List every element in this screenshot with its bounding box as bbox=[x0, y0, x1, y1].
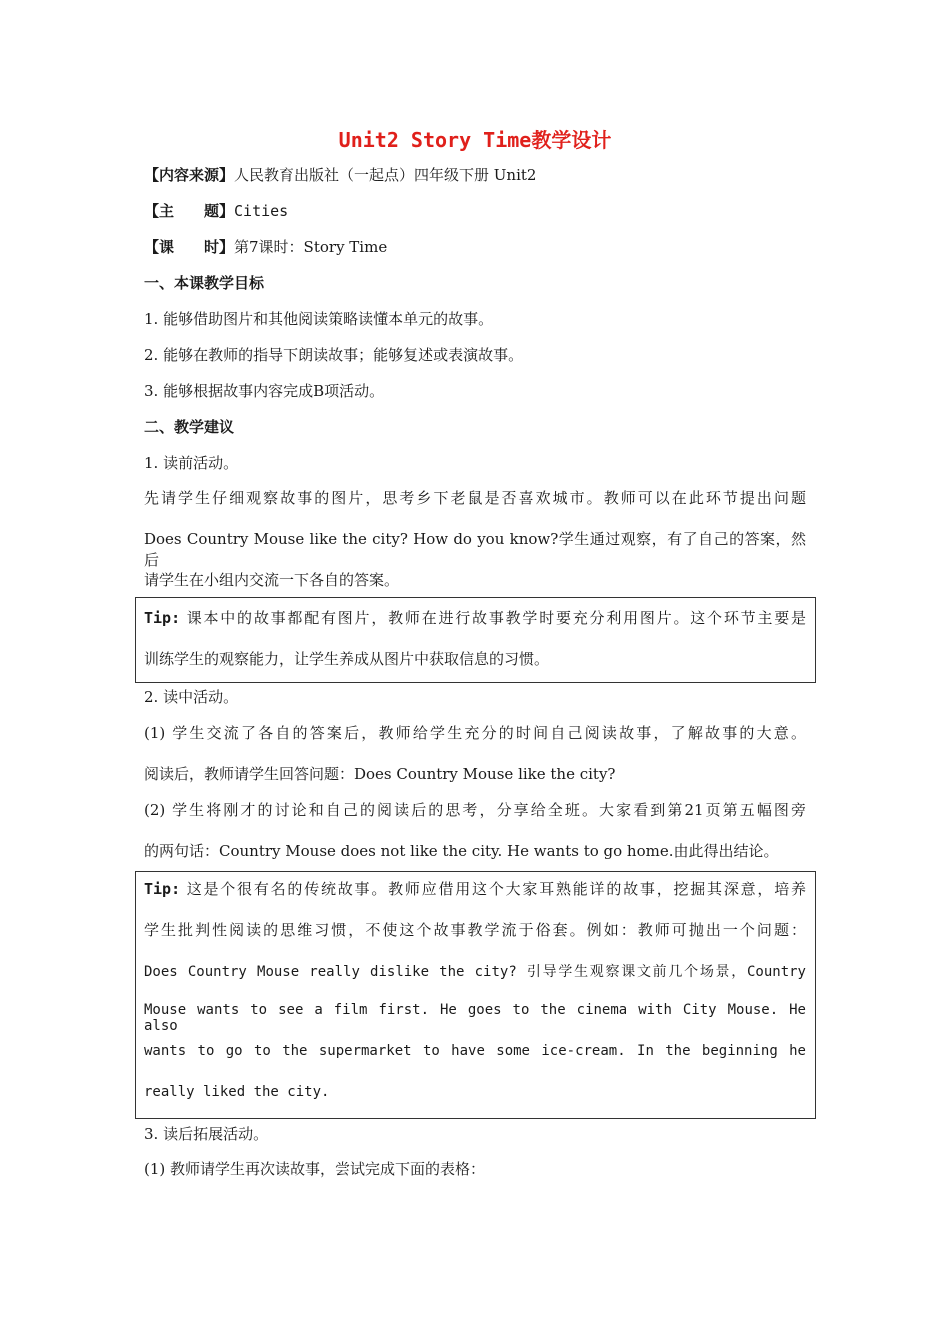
pre-reading-line: 先请学生仔细观察故事的图片，思考乡下老鼠是否喜欢城市。教师可以在此环节提出问题 bbox=[144, 489, 806, 507]
section1-heading: 一、本课教学目标 bbox=[144, 274, 265, 292]
tip1-line bbox=[144, 607, 806, 628]
topic-value: Cities bbox=[234, 202, 289, 220]
while-reading-title: 2. 读中活动。 bbox=[144, 688, 239, 706]
pre-reading-line: 请学生在小组内交流一下各自的答案。 bbox=[144, 571, 400, 589]
objective-item: 2. 能够在教师的指导下朗读故事；能够复述或表演故事。 bbox=[144, 346, 524, 364]
tip2-text: 这是个很有名的传统故事。教师应借用这个大家耳熟能详的故事，挖掘其深意，培养 bbox=[186, 880, 806, 898]
post-reading-title: 3. 读后拓展活动。 bbox=[144, 1125, 269, 1143]
meta-topic bbox=[144, 200, 288, 221]
tip2-line bbox=[144, 878, 806, 899]
tip2-line: Mouse wants to see a film first. He goes to the cinema with City Mouse. He also bbox=[144, 1002, 806, 1034]
while-reading-line: 的两句话：Country Mouse does not like the city. He wants to go home.由此得出结论。 bbox=[144, 842, 779, 860]
source-value: 人民教育出版社（一起点）四年级下册 Unit2 bbox=[234, 166, 537, 184]
tip1-text: 课本中的故事都配有图片，教师在进行故事教学时要充分利用图片。这个环节主要是 bbox=[186, 609, 806, 627]
pre-reading-title: 1. 读前活动。 bbox=[144, 454, 239, 472]
meta-period bbox=[144, 236, 387, 257]
section2-heading: 二、教学建议 bbox=[144, 418, 235, 436]
document-title: Unit2 Story Time教学设计 bbox=[338, 128, 612, 152]
topic-label: 【主 题】 bbox=[144, 202, 235, 220]
post-reading-line: (1) 教师请学生再次读故事，尝试完成下面的表格： bbox=[144, 1160, 486, 1178]
tip1-line: 训练学生的观察能力，让学生养成从图片中获取信息的习惯。 bbox=[144, 650, 550, 668]
while-reading-line: 阅读后，教师请学生回答问题：Does Country Mouse like the city? bbox=[144, 765, 616, 783]
meta-source bbox=[144, 164, 536, 185]
tip2-line: wants to go to the supermarket to have some ice-cream. In the beginning he bbox=[144, 1043, 806, 1059]
period-label: 【课 时】 bbox=[144, 238, 235, 256]
period-value: 第7课时：Story Time bbox=[234, 238, 388, 256]
tip1-label: Tip: bbox=[144, 609, 181, 627]
tip2-line: 学生批判性阅读的思维习惯，不使这个故事教学流于俗套。例如：教师可抛出一个问题： bbox=[144, 921, 806, 939]
source-label: 【内容来源】 bbox=[144, 166, 235, 184]
tip2-line: Does Country Mouse really dislike the city? 引导学生观察课文前几个场景，Country bbox=[144, 964, 806, 980]
while-reading-line: (1) 学生交流了各自的答案后，教师给学生充分的时间自己阅读故事，了解故事的大意。 bbox=[144, 724, 806, 742]
tip2-line: really liked the city. bbox=[144, 1084, 330, 1100]
pre-reading-line: Does Country Mouse like the city? How do you know?学生通过观察，有了自己的答案，然后 bbox=[144, 530, 806, 569]
tip2-label: Tip: bbox=[144, 880, 181, 898]
while-reading-line: (2) 学生将刚才的讨论和自己的阅读后的思考，分享给全班。大家看到第21页第五幅图旁 bbox=[144, 801, 806, 819]
objective-item: 1. 能够借助图片和其他阅读策略读懂本单元的故事。 bbox=[144, 310, 494, 328]
tip-box-2 bbox=[135, 871, 816, 1119]
objective-item: 3. 能够根据故事内容完成B项活动。 bbox=[144, 382, 385, 400]
